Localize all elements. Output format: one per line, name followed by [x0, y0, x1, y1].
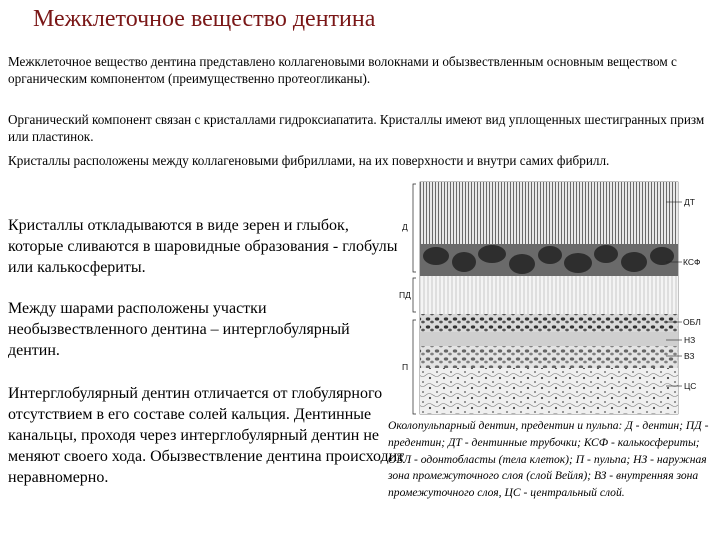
crystals-location-paragraph: Кристаллы расположены между коллагеновыми фибриллами, на их поверхности и внутри самих фибрилл.: [8, 153, 610, 168]
label-pd: ПД: [399, 290, 411, 300]
crystals-paragraph: Органический компонент связан с кристаллами гидроксиапатита. Кристаллы имеют вид уплощенных шестигранных призм или пластинок.: [8, 112, 705, 144]
label-nz: НЗ: [684, 335, 696, 345]
slide-title: Межклеточное вещество дентина: [33, 6, 376, 32]
dentin-histology-figure: [398, 180, 710, 418]
label-obl: ОБЛ: [683, 317, 701, 327]
label-dt: ДТ: [684, 197, 695, 207]
label-ksf: КСФ: [683, 257, 701, 267]
left-labels: [413, 184, 416, 414]
intro-paragraph: Межклеточное вещество дентина представлено коллагеновыми волокнами и обызвествленным основным веществом с органическим компонентом (преимущественно протеогликаны).: [8, 54, 677, 86]
figure-caption: Околопульпарный дентин, предентин и пульпа: Д - дентин; ПД - предентин; ДТ - дентинные трубочки; КСФ - калькосфериты; ОБЛ - одонтобласты (тела клеток); П - пульпа; НЗ - наружная зона промежуточного слоя (слой Вейля); ВЗ - внутренняя зона промежуточного слоя, ЦС - центральный слой.: [388, 419, 709, 500]
label-p: П: [402, 362, 409, 372]
globules-paragraph: Кристаллы откладываются в виде зерен и глыбок, которые сливаются в шаровидные образования - глобулы или калькосфериты.: [8, 217, 398, 276]
label-vz: ВЗ: [684, 351, 695, 361]
histology-image: [420, 182, 678, 414]
interglobular-paragraph: Между шарами расположены участки необызвествленного дентина – интерглобулярный дентин.: [8, 300, 350, 359]
label-cs: ЦС: [684, 381, 697, 391]
label-d: Д: [402, 222, 408, 232]
difference-paragraph: Интерглобулярный дентин отличается от глобулярного отсутствием в его составе солей кальция. Дентинные канальцы, проходя через интерглобулярный дентин не меняют своего хода. Обызвествление дентина происходит неравномерно.: [8, 385, 405, 486]
